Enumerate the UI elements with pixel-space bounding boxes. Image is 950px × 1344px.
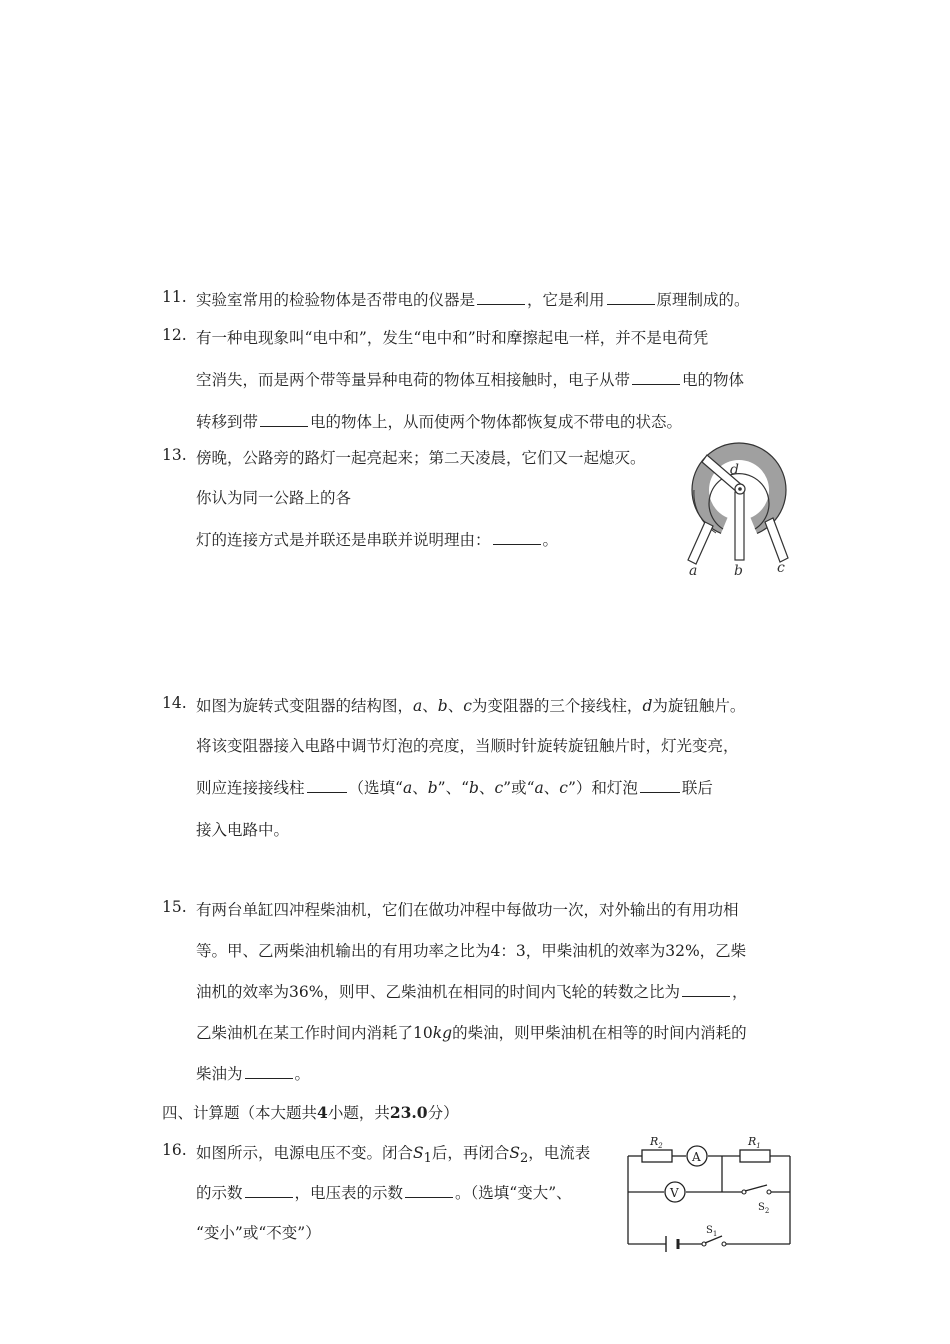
question-line: 则应连接接线柱 （选填“a、b”、“b、c”或“a、c”）和灯泡 联后 [196,779,713,797]
answer-blank[interactable] [640,791,680,793]
voltmeter-icon [665,1182,685,1202]
svg-text:V: V [670,1186,679,1200]
section-heading: 四、计算题（本大题共4小题，共23.0分） [162,1103,459,1122]
question-line: “变小”或“不变”） [196,1224,321,1242]
answer-blank[interactable] [307,791,347,793]
circuit-diagram [622,1130,800,1254]
switch-s2-icon [742,1185,771,1194]
label-r1: $R_1$ [748,1135,761,1150]
question-number: 14. [162,694,187,712]
ammeter-icon [687,1146,707,1166]
question-line: 乙柴油机在某工作时间内消耗了10kg的柴油，则甲柴油机在相等的时间内消耗的 [196,1024,747,1042]
question-number: 16. [162,1141,187,1159]
resistor-r1 [740,1150,770,1162]
terminal-c [765,518,788,562]
question-line: 的示数 ，电压表的示数 。（选填“变大”、 [196,1184,572,1202]
label-c: c [777,560,785,576]
question-line: 空消失，而是两个带等量异种电荷的物体互相接触时，电子从带 电的物体 [196,371,745,389]
question-line: 如图所示，电源电压不变。闭合$S_1$后，再闭合$S_2$，电流表 [196,1144,591,1167]
rheostat-figure [680,442,800,577]
terminal-b [735,492,744,560]
answer-blank[interactable] [405,1196,453,1198]
resistor-r2 [642,1150,672,1162]
answer-blank[interactable] [245,1196,293,1198]
label-b: b [734,563,743,577]
question-line: 如图为旋转式变阻器的结构图，a、b、c为变阻器的三个接线柱，d为旋钮触片。 [196,697,746,715]
answer-blank[interactable] [607,303,655,305]
answer-blank[interactable] [632,383,680,385]
question-line: 你认为同一公路上的各 [196,489,352,507]
label-s2: $S_2$ [758,1202,770,1215]
label-r2: $R_2$ [650,1135,663,1150]
question-line: 傍晚，公路旁的路灯一起亮起来；第二天凌晨，它们又一起熄灭。 [196,449,646,467]
question-number: 13. [162,446,187,464]
question-number: 11. [162,288,187,306]
svg-text:A: A [692,1150,701,1164]
question-line: 有一种电现象叫“电中和”，发生“电中和”时和摩擦起电一样，并不是电荷凭 [196,329,709,347]
battery-icon [666,1236,678,1252]
question-number: 12. [162,326,187,344]
question-line: 等。甲、乙两柴油机输出的有用功率之比为4：3，甲柴油机的效率为32%，乙柴 [196,942,747,960]
question-line: 实验室常用的检验物体是否带电的仪器是 ，它是利用 原理制成的。 [196,291,750,309]
label-s1: $S_1$ [706,1225,718,1238]
question-line: 将该变阻器接入电路中调节灯泡的亮度，当顺时针旋转旋钮触片时，灯光变亮， [196,737,739,755]
answer-blank[interactable] [477,303,525,305]
question-line: 灯的连接方式是并联还是串联并说明理由： 。 [196,531,559,549]
label-d: d [730,462,739,478]
question-line: 接入电路中。 [196,821,290,839]
answer-blank[interactable] [260,425,308,427]
answer-blank[interactable] [682,995,730,997]
question-number: 15. [162,898,187,916]
terminal-a [688,522,713,564]
answer-blank[interactable] [245,1077,293,1079]
question-line: 有两台单缸四冲程柴油机，它们在做功冲程中每做功一次，对外输出的有用功相 [196,901,739,919]
label-a: a [689,563,698,577]
question-line: 油机的效率为36%，则甲、乙柴油机在相同的时间内飞轮的转数之比为 ， [196,983,748,1001]
question-line: 转移到带 电的物体上，从而使两个物体都恢复成不带电的状态。 [196,413,683,431]
answer-blank[interactable] [493,543,541,545]
question-line: 柴油为 。 [196,1065,311,1083]
